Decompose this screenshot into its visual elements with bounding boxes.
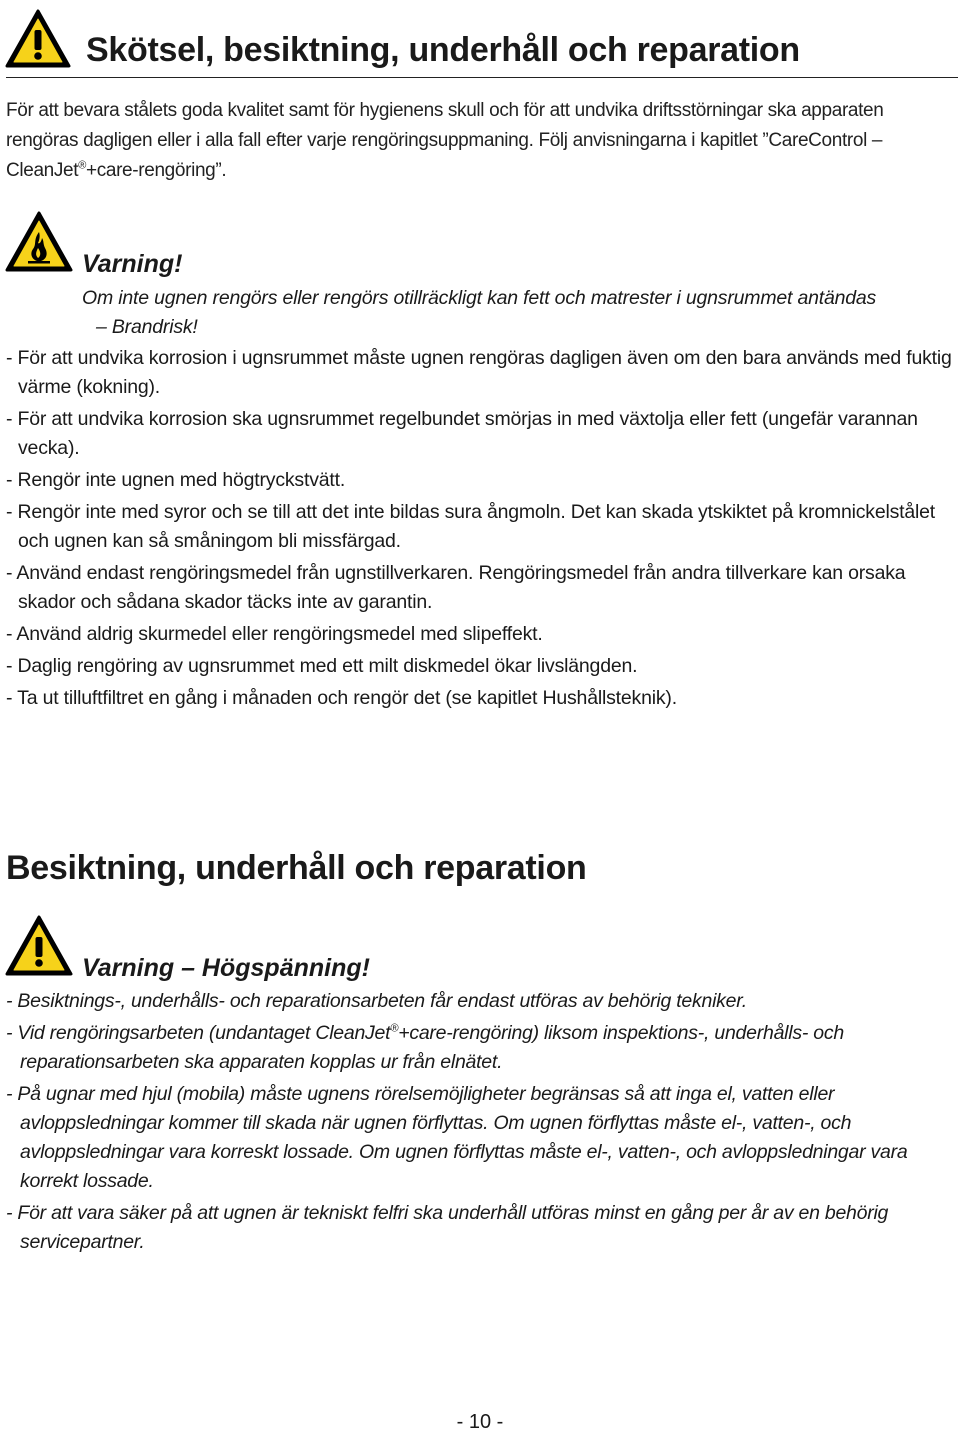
- warning-text: [82, 284, 954, 342]
- list-item: - För att vara säker på att ugnen är tekniskt felfri ska underhåll utföras minst en gång per år av en behörig servicepartner.: [6, 1202, 889, 1253]
- registered-mark: ®: [78, 159, 86, 172]
- list-item: - Daglig rengöring av ugnsrummet med ett milt diskmedel ökar livslängden.: [6, 655, 638, 677]
- intro-text: +care-rengöring”.: [85, 160, 227, 181]
- list-item: - Besiktnings-, underhålls- och reparationsarbeten får endast utföras av behörig tekniker.: [6, 990, 747, 1012]
- title-divider: [6, 77, 958, 78]
- list-item: - För att undvika korrosion i ugnsrummet måste ugnen rengöras dagligen även om den bara används med fuktig värme (kokning).: [6, 347, 952, 398]
- exclamation-warning-icon: [4, 914, 74, 978]
- list-item: - Använd aldrig skurmedel eller rengöringsmedel med slipeffekt.: [6, 623, 543, 645]
- warning-title: Varning – Högspänning!: [82, 954, 370, 982]
- service-instructions-list: [6, 987, 958, 1260]
- page-number: - 10 -: [456, 1411, 504, 1433]
- list-item: - Ta ut tilluftfiltret en gång i månaden och rengör det (se kapitlet Hushållsteknik).: [6, 687, 677, 709]
- list-item: - Rengör inte med syror och se till att det inte bildas sura ångmoln. Det kan skada ytskiktet på kromnickelstålet och ugnen kan så småningom bli missfärgad.: [6, 501, 936, 552]
- warning-triangle-icon: [4, 8, 72, 70]
- intro-line: rengöras dagligen eller i alla fall efter varje rengöringsuppmaning. Följ anvisningarna i kapitlet ”CareControl –: [6, 130, 883, 151]
- intro-line: För att bevara stålets goda kvalitet samt för hygienens skull och för att undvika driftsstörningar ska apparaten: [6, 100, 884, 121]
- warning-line: – Brandrisk!: [96, 316, 198, 338]
- list-item-text: - Vid rengöringsarbeten (undantaget CleanJet: [6, 1022, 391, 1044]
- care-instructions-list: [6, 344, 958, 716]
- list-item: - Rengör inte ugnen med högtryckstvätt.: [6, 469, 346, 491]
- warning-line: Om inte ugnen rengörs eller rengörs otillräckligt kan fett och matrester i ugnsrummet antändas: [82, 287, 877, 309]
- section-title: Besiktning, underhåll och reparation: [6, 849, 587, 887]
- fire-warning-icon: [4, 210, 74, 274]
- intro-line: [6, 156, 956, 186]
- list-item: [6, 1019, 958, 1077]
- intro-text: CleanJet: [6, 160, 79, 181]
- warning-title: Varning!: [82, 250, 183, 278]
- list-item: - På ugnar med hjul (mobila) måste ugnens rörelsemöjligheter begränsas så att inga el, vatten eller avloppsledningar kommer till skada när ugnen förflyttas. Om ugnen förflyttas måste el-, vatten-, och avloppsledningar vara korreskt lossade. Om ugnen förflyttas måste el-, vatten-, och avloppsledningar vara korrekt lossade.: [6, 1083, 908, 1192]
- intro-paragraph: [6, 96, 956, 186]
- registered-mark: ®: [390, 1022, 399, 1035]
- list-item: - Använd endast rengöringsmedel från ugnstillverkaren. Rengöringsmedel från andra tillverkare kan orsaka skador och sådana skador täcks inte av garantin.: [6, 562, 906, 613]
- list-item: - För att undvika korrosion ska ugnsrummet regelbundet smörjas in med växtolja eller fett (ungefär varannan vecka).: [6, 408, 918, 459]
- list-item-text: +care-rengöring) liksom inspektions-, underhålls- och reparationsarbeten ska apparaten kopplas ur från elnätet.: [20, 1022, 844, 1073]
- page-title: Skötsel, besiktning, underhåll och reparation: [86, 31, 800, 69]
